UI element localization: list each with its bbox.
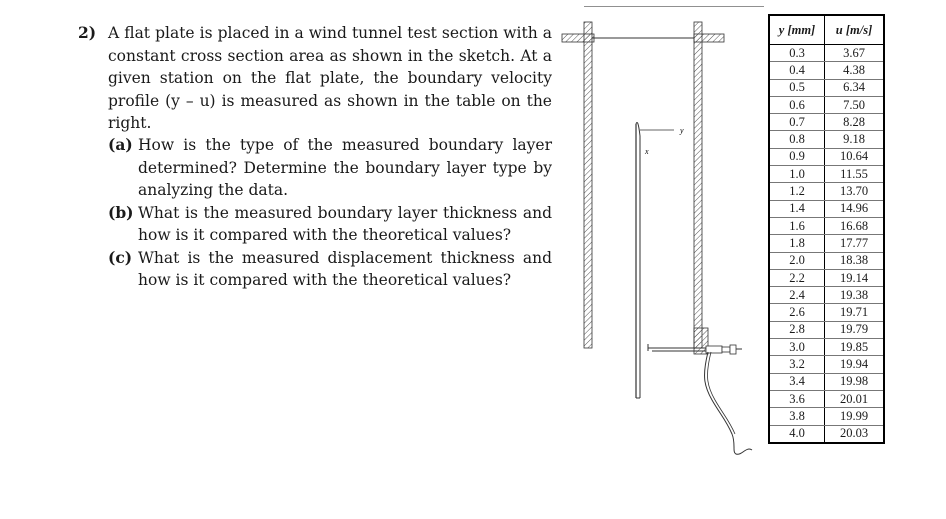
cell-y-value: 0.5	[769, 79, 825, 96]
cell-u-value: 9.18	[825, 131, 885, 148]
part-c	[108, 247, 552, 292]
cell-y-value: 2.6	[769, 304, 825, 321]
table-row	[769, 131, 884, 148]
cell-u-value: 19.38	[825, 287, 885, 304]
cell-y-value: 1.2	[769, 183, 825, 200]
problem-statement	[78, 22, 552, 135]
cell-y-value: 0.9	[769, 148, 825, 165]
header-y: y [mm]	[769, 15, 825, 45]
table-row	[769, 304, 884, 321]
cell-u-value: 11.55	[825, 166, 885, 183]
cell-y-value: 1.8	[769, 235, 825, 252]
cell-y-value: 4.0	[769, 425, 825, 443]
table-row	[769, 235, 884, 252]
wind-tunnel-sketch	[556, 6, 766, 466]
table-row	[769, 148, 884, 165]
header-u: u [m/s]	[825, 15, 885, 45]
cell-u-value: 17.77	[825, 235, 885, 252]
cell-u-value: 19.94	[825, 356, 885, 373]
cell-u-value: 19.14	[825, 269, 885, 286]
table-header-row	[769, 15, 884, 45]
table-row	[769, 166, 884, 183]
cell-y-value: 1.6	[769, 217, 825, 234]
cell-u-value: 7.50	[825, 96, 885, 113]
cell-y-value: 3.8	[769, 408, 825, 425]
cell-u-value: 8.28	[825, 114, 885, 131]
cell-u-value: 19.85	[825, 339, 885, 356]
cell-u-value: 3.67	[825, 45, 885, 62]
table-row	[769, 408, 884, 425]
cell-y-value: 0.6	[769, 96, 825, 113]
question-parts	[108, 134, 552, 292]
cell-y-value: 1.0	[769, 166, 825, 183]
cell-u-value: 20.03	[839, 426, 869, 441]
cell-u-value: 14.96	[825, 200, 885, 217]
cell-y-value: 3.2	[769, 356, 825, 373]
cell-u-value: 18.38	[825, 252, 885, 269]
cell-y-value: 0.3	[769, 45, 825, 62]
part-a-text: How is the type of the measured boundary layer determined? Determine the boundary layer type by analyzing the data.	[138, 136, 552, 199]
table-row	[769, 356, 884, 373]
axis-x-label: x	[645, 147, 649, 156]
table-row	[769, 425, 884, 443]
part-a	[108, 134, 552, 202]
axis-y-label: y	[680, 126, 684, 135]
cell-y-value: 3.0	[769, 339, 825, 356]
cell-u-value: 4.38	[825, 62, 885, 79]
table-row	[769, 390, 884, 407]
problem-number: 2)	[78, 23, 97, 42]
table-row	[769, 373, 884, 390]
cell-u-value: 20.01	[825, 390, 885, 407]
table-row	[769, 287, 884, 304]
part-b	[108, 202, 552, 247]
table-row	[769, 252, 884, 269]
cell-u-value: 19.79	[825, 321, 885, 338]
part-c-text: What is the measured displacement thickness and how is it compared with the theoretical values?	[138, 248, 552, 289]
table-row	[769, 339, 884, 356]
table-row	[769, 269, 884, 286]
part-b-label: (b)	[108, 202, 134, 222]
cell-y-value: 0.4	[769, 62, 825, 79]
pressure-tubing	[705, 352, 752, 454]
cell-u-value: 19.98	[825, 373, 885, 390]
part-c-label: (c)	[108, 247, 133, 267]
cell-y-value: 0.7	[769, 114, 825, 131]
table-row	[769, 183, 884, 200]
cell-u-value: 13.70	[825, 183, 885, 200]
cell-u-value: 19.99	[825, 408, 885, 425]
part-a-label: (a)	[108, 135, 133, 154]
table-row	[769, 321, 884, 338]
table-row	[769, 62, 884, 79]
table-row	[769, 45, 884, 62]
cell-y-value: 0.8	[769, 131, 825, 148]
table-row	[769, 79, 884, 96]
cell-u-value: 16.68	[825, 217, 885, 234]
table-row	[769, 96, 884, 113]
cell-y-value: 2.2	[769, 269, 825, 286]
cell-y-value: 3.6	[769, 390, 825, 407]
cell-u-value: 6.34	[825, 79, 885, 96]
tunnel-left-wall	[584, 22, 592, 348]
table-row	[769, 217, 884, 234]
part-b-text: What is the measured boundary layer thickness and how is it compared with the theoretical values?	[138, 203, 552, 244]
velocity-profile-table	[768, 14, 885, 444]
problem-stem: A flat plate is placed in a wind tunnel test section with a constant cross section area as shown in the sketch. At a given station on the flat plate, the boundary velocity profile (y – u) is measured as shown in the table on the right.	[108, 24, 552, 132]
table-row	[769, 114, 884, 131]
cell-y-value: 2.0	[769, 252, 825, 269]
cell-y-value: 1.4	[769, 200, 825, 217]
cell-u-value: 19.71	[825, 304, 885, 321]
cell-y-value: 2.4	[769, 287, 825, 304]
table-row	[769, 200, 884, 217]
cell-y-value: 2.8	[769, 321, 825, 338]
tunnel-right-wall	[694, 22, 702, 348]
cell-u-value: 10.64	[825, 148, 885, 165]
cell-y-value: 3.4	[769, 373, 825, 390]
